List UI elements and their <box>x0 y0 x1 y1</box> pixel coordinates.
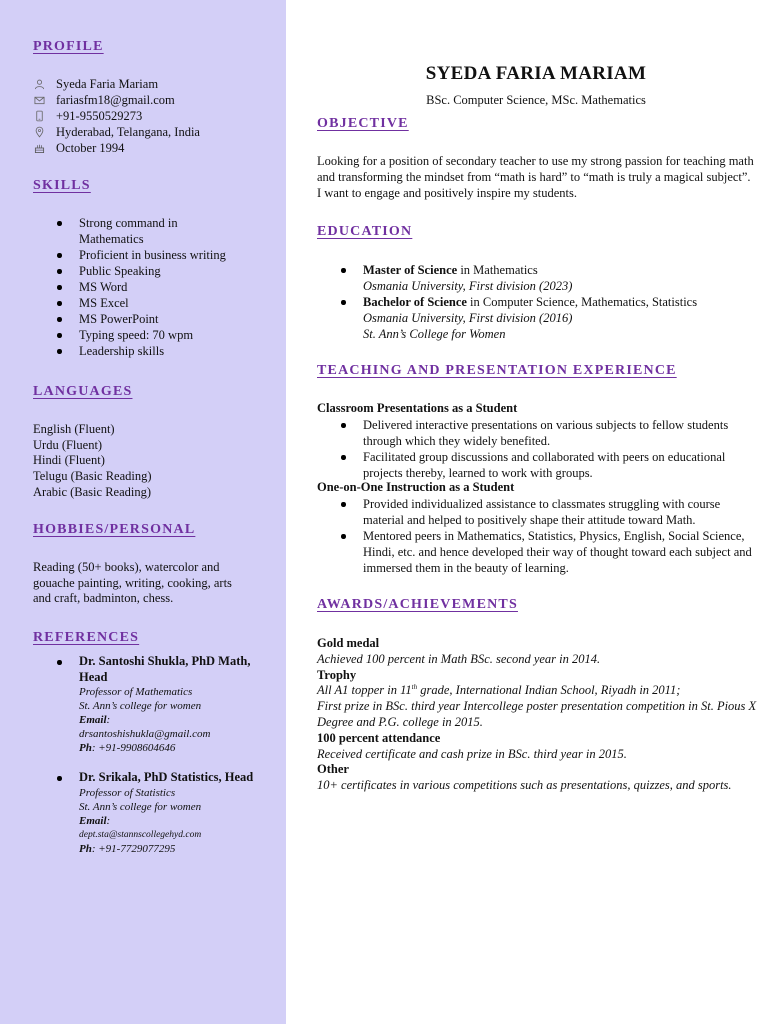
skill-item: MS PowerPoint <box>79 311 269 327</box>
contact-phone: +91-9550529273 <box>33 108 200 124</box>
award-text: First prize in BSc. third year Intercollege poster presentation competition in St. Pious X Degree and P.G. college in 2015. <box>317 699 757 729</box>
language-item: Telugu (Basic Reading) <box>33 469 152 484</box>
reference-email: dept.sta@stannscollegehyd.com <box>79 829 202 840</box>
language-item: Arabic (Basic Reading) <box>33 484 152 499</box>
reference-title: Professor of Statistics <box>79 786 176 799</box>
education-item: Master of Science in Mathematics Osmania University, First division (2023) <box>363 262 761 294</box>
references-heading: REFERENCES <box>33 630 140 645</box>
references-list <box>79 654 274 871</box>
hobbies-text: Reading (50+ books), watercolor and gouache painting, writing, cooking, arts and craft, badminton, chess. <box>33 560 232 606</box>
languages-list <box>33 422 152 501</box>
experience-group-title: Classroom Presentations as a Student <box>317 401 518 415</box>
education-list <box>363 262 761 342</box>
experience-group-title: One-on-One Instruction as a Student <box>317 480 515 494</box>
candidate-name: SYEDA FARIA MARIAM <box>425 63 647 84</box>
reference-phone: : +91-9908604646 <box>91 742 176 754</box>
skill-item: Public Speaking <box>79 263 269 279</box>
award-title: Gold medal <box>317 636 380 650</box>
award-title: Other <box>317 762 349 777</box>
skill-item: MS Word <box>79 279 269 295</box>
objective-heading: OBJECTIVE <box>317 116 409 131</box>
degrees-subtitle: BSc. Computer Science, MSc. Mathematics <box>426 93 646 107</box>
languages-heading: LANGUAGES <box>33 384 133 399</box>
phone-label: Ph <box>79 742 92 754</box>
cake-icon <box>33 141 45 155</box>
skill-item: Typing speed: 70 wpm <box>79 327 269 343</box>
contact-birthdate: October 1994 <box>33 140 200 156</box>
awards-list <box>317 636 757 794</box>
experience-item: Mentored peers in Mathematics, Statistics, Physics, English, Social Science, Hindi, etc. and hence developed their way of thought toward each subject and immersed them in the beauty of learning. <box>363 528 761 576</box>
education-heading: EDUCATION <box>317 224 413 239</box>
award-text: Achieved 100 percent in Math BSc. second year in 2014. <box>317 651 601 666</box>
email-label: Email <box>79 714 107 726</box>
language-item: English (Fluent) <box>33 422 115 436</box>
award-title: 100 percent attendance <box>317 730 441 745</box>
objective-text: Looking for a position of secondary teacher to use my strong passion for teaching math and transforming the mindset from “math is hard” to “math is truly a magical subject”. I want to engage and positively inspire my students. <box>317 154 754 200</box>
experience-heading: TEACHING AND PRESENTATION EXPERIENCE <box>317 363 677 378</box>
sidebar <box>0 0 286 1024</box>
skill-item: Strong command in Mathematics <box>79 215 199 247</box>
award-text: Received certificate and cash prize in BSc. third year in 2015. <box>317 746 627 761</box>
contact-list <box>33 76 200 156</box>
reference-org: St. Ann’s college for women <box>79 700 202 712</box>
experience-item: Delivered interactive presentations on various subjects to fellow students through which they widely benefited. <box>363 417 761 449</box>
main-content <box>286 0 768 1024</box>
skills-heading: SKILLS <box>33 178 91 193</box>
skill-item: Leadership skills <box>79 343 269 359</box>
email-label: Email <box>79 814 107 827</box>
education-item: Bachelor of Science in Computer Science, Mathematics, Statistics Osmania University, First division (2016) St. Ann’s College for Women <box>363 294 761 342</box>
awards-heading: AWARDS/ACHIEVEMENTS <box>317 597 518 612</box>
reference-item: Dr. Srikala, PhD Statistics, Head Professor of Statistics St. Ann’s college for women Email: dept.sta@stannscollegehyd.com Ph: +91-7729077295 <box>79 770 274 856</box>
experience-item: Facilitated group discussions and collaborated with peers on educational projects thereby, learned to work with groups. <box>363 449 761 481</box>
reference-item: Dr. Santoshi Shukla, PhD Math, Head Professor of Mathematics St. Ann’s college for women Email: drsantoshishukla@gmail.com Ph: +91-9908604646 <box>79 654 274 755</box>
reference-email: drsantoshishukla@gmail.com <box>79 728 211 740</box>
award-title: Trophy <box>317 667 357 682</box>
award-text: 10+ certificates in various competitions such as presentations, quizzes, and sports. <box>317 778 732 793</box>
profile-heading: PROFILE <box>33 39 104 54</box>
envelope-icon <box>33 93 45 107</box>
experience-list <box>363 496 761 576</box>
reference-org: St. Ann’s college for women <box>79 800 202 813</box>
language-item: Hindi (Fluent) <box>33 453 105 468</box>
reference-name: Dr. Srikala, PhD Statistics, Head <box>79 770 254 784</box>
contact-name: Syeda Faria Mariam <box>33 76 200 92</box>
language-item: Urdu (Fluent) <box>33 437 103 452</box>
skills-list <box>79 215 269 359</box>
phone-label: Ph <box>79 842 92 855</box>
experience-item: Provided individualized assistance to classmates struggling with course material and helped to positively shape their attitude toward Math. <box>363 496 761 528</box>
contact-location: Hyderabad, Telangana, India <box>33 124 200 140</box>
reference-title: Professor of Mathematics <box>79 686 193 698</box>
hobbies-heading: HOBBIES/PERSONAL <box>33 522 196 537</box>
contact-email: fariasfm18@gmail.com <box>33 92 200 108</box>
skill-item: Proficient in business writing <box>79 247 269 263</box>
award-text: All A1 topper in 11th grade, International Indian School, Riyadh in 2011; <box>317 683 681 698</box>
location-pin-icon <box>33 125 45 139</box>
skill-item: MS Excel <box>79 295 269 311</box>
reference-name: Dr. Santoshi Shukla, PhD Math, Head <box>79 654 251 684</box>
reference-phone: : +91-7729077295 <box>91 842 176 855</box>
experience-list <box>363 417 761 481</box>
person-icon <box>33 77 45 91</box>
phone-icon <box>33 109 45 123</box>
